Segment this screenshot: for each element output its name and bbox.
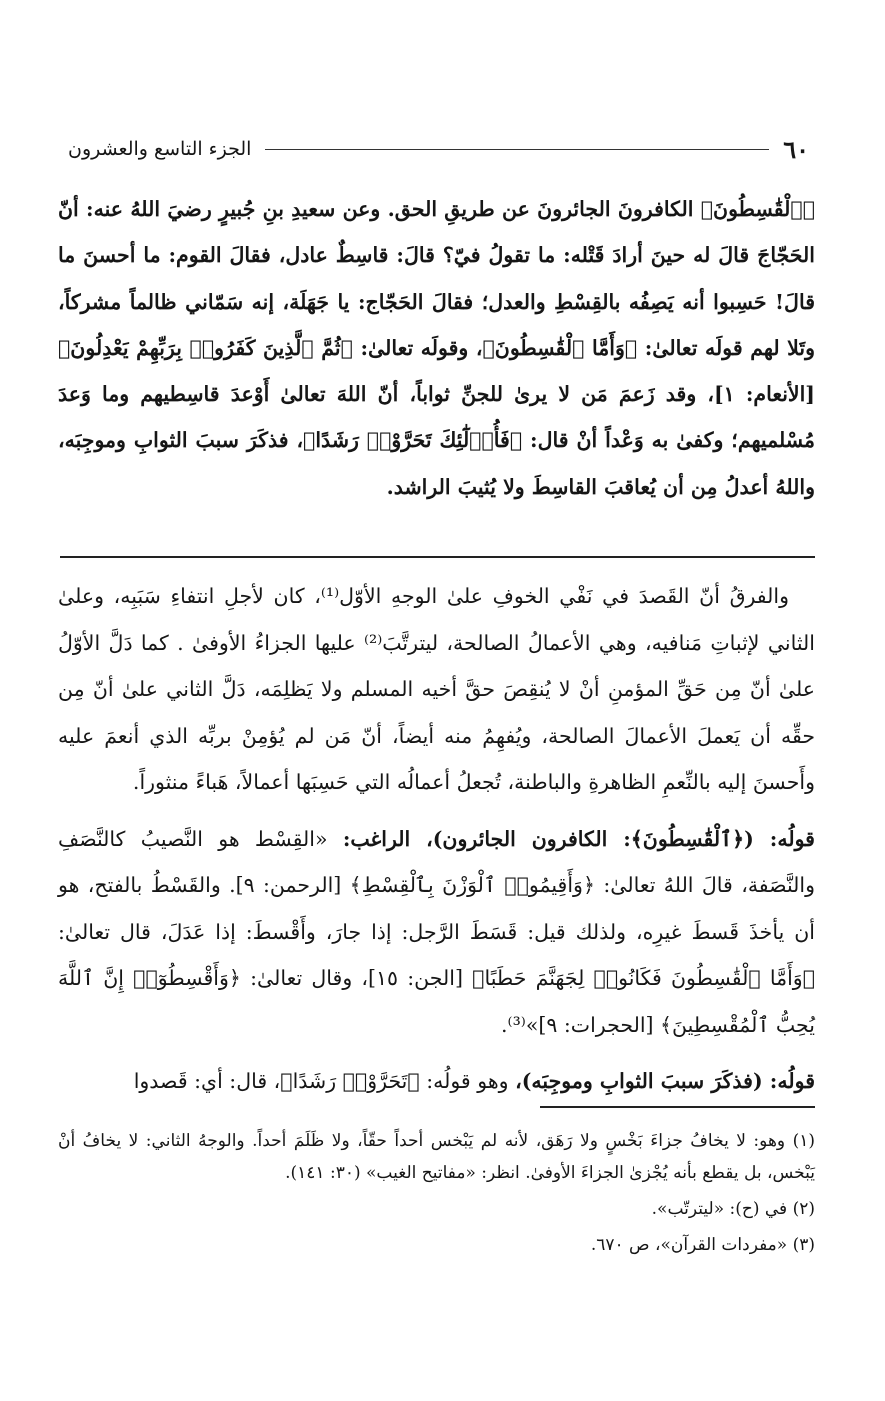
sharh-paragraph-3-text: وهو قولُه: ﴿تَحَرَّوْا۟ رَشَدًا﴾، قال: أي: قَصدوا: [133, 1069, 516, 1093]
sharh-paragraph-1: والفرقُ أنّ القَصدَ في نَفْي الخوفِ علىٰ الوجهِ الأوّل⁽¹⁾، كان لأجلِ انتفاءِ سَبَبِه، وعلىٰ الثاني لإثباتِ مَنافيه، وهي الأعمالُ الصالحة، ليترتَّبَ⁽²⁾ عليها الجزاءُ الأوفىٰ . كما دَلَّ الأوّلُ علىٰ أنّ مِن حَقِّ المؤمنِ أنْ لا يُنقِصَ حقَّ أخيه المسلم ولا يَظلِمَه، دَلَّ الثاني علىٰ أنّ مِن حقِّه أن يَعملَ الأعمالَ الصالحة، ويُفهِمُ منه أيضاً، أنّ مَن لم يُؤمِنْ بربِّه الذي أنعمَ عليه وأَحسنَ إليه بالنِّعمِ الظاهرةِ والباطنة، تُجعلُ أعمالُه التي حَسِبَها أعمالاً، هَباءً منثوراً.: [58, 584, 815, 794]
page-number: ٦٠: [783, 134, 809, 164]
matn-block: [58, 186, 815, 510]
page-header: [68, 132, 809, 166]
footnotes: [58, 1125, 815, 1265]
lemma-qasitun: قولُه: (﴿ٱلْقَٰسِطُونَ﴾: الكافرون الجائرون)، الراغب:: [342, 826, 815, 851]
sharh-paragraph-3: [58, 1058, 815, 1105]
sharh-paragraph-2: [58, 816, 815, 1049]
sharh-paragraph-2-text: «القِسْط هو النَّصيبُ كالنَّصَفِ والنَّصَفة، قالَ اللهُ تعالىٰ: ﴿وَأَقِيمُوا۟ ٱلْوَزْنَ بِٱلْقِسْطِ﴾ [الرحمن: ٩]. والقَسْطُ بالفتح، هو أن يأخذَ قَسطَ غيرِه، ولذلك قيل: قَسَطَ الرَّجل: إذا جارَ، وأَقْسطَ: إذا عَدَلَ، قال تعالىٰ: ﴿وَأَمَّا ٱلْقَٰسِطُونَ فَكَانُوا۟ لِجَهَنَّمَ حَطَبًا﴾ [الجن: ١٥]، وقال تعالىٰ: ﴿وَأَقْسِطُوٓا۟ إِنَّ ٱللَّهَ يُحِبُّ ٱلْمُقْسِطِينَ﴾ [الحجرات: ٩]»⁽³⁾.: [58, 826, 815, 1037]
footnote-1: (١) وهو: لا يخافُ جزاءَ بَخْسٍ ولا رَهَق، لأنه لم يَبْخس أحداً حقّاً، ولا ظَلَمَ أحداً. والوجهُ الثاني: لا يخافُ أنْ يَبْخس، بل يقطع بأنه يُجْزىٰ الجزاءَ الأوفىٰ. انظر: «مفاتيح الغيب» (٣٠: ١٤١).: [58, 1131, 815, 1183]
lemma-sabab-thawab: قولُه: (فذكَرَ سببَ الثوابِ وموجِبَه)،: [515, 1069, 815, 1093]
section-separator: [60, 556, 815, 558]
matn-text: ﴿ٱلْقَٰسِطُونَ﴾ الكافرونَ الجائرونَ عن طريقِ الحق. وعن سعيدِ بنِ جُبيرٍ رضيَ اللهُ عنه: أنّ الحَجّاجَ قالَ له حينَ أرادَ قَتْله: ما تقولُ فيّ؟ قالَ: قاسِطٌ عادل، فقالَ القوم: ما أحسنَ ما قالَ! حَسِبوا أنه يَصِفُه بالقِسْطِ والعدل؛ فقالَ الحَجّاج: يا جَهَلَة، إنه سَمّاني ظالماً مشركاً، وتَلا لهم قولَه تعالىٰ: ﴿وَأَمَّا ٱلْقَٰسِطُونَ﴾، وقولَه تعالىٰ: ﴿ثُمَّ ٱلَّذِينَ كَفَرُوا۟ بِرَبِّهِمْ يَعْدِلُونَ﴾ [الأنعام: ١]، وقد زَعمَ مَن لا يرىٰ للجنِّ ثواباً، أنّ اللهَ تعالىٰ أَوْعدَ قاسِطيهم وما وَعدَ مُسْلميهم؛ وكفىٰ به وَعْداً أنْ قال: ﴿فَأُو۟لَٰٓئِكَ تَحَرَّوْا۟ رَشَدًا﴾، فذكَرَ سببَ الثوابِ وموجِبَه، واللهُ أعدلُ مِن أن يُعاقبَ القاسِطَ ولا يُثيبَ الراشد.: [58, 197, 816, 499]
sharh-block: [58, 573, 815, 1105]
running-title: الجزء التاسع والعشرون: [68, 138, 252, 160]
footnote-separator: [540, 1106, 815, 1108]
footnote-2: (٢) في (ح): «ليترتّب».: [651, 1199, 815, 1219]
header-rule: [265, 149, 769, 150]
footnote-3: (٣) «مفردات القرآن»، ص ٦٧٠.: [590, 1235, 815, 1255]
